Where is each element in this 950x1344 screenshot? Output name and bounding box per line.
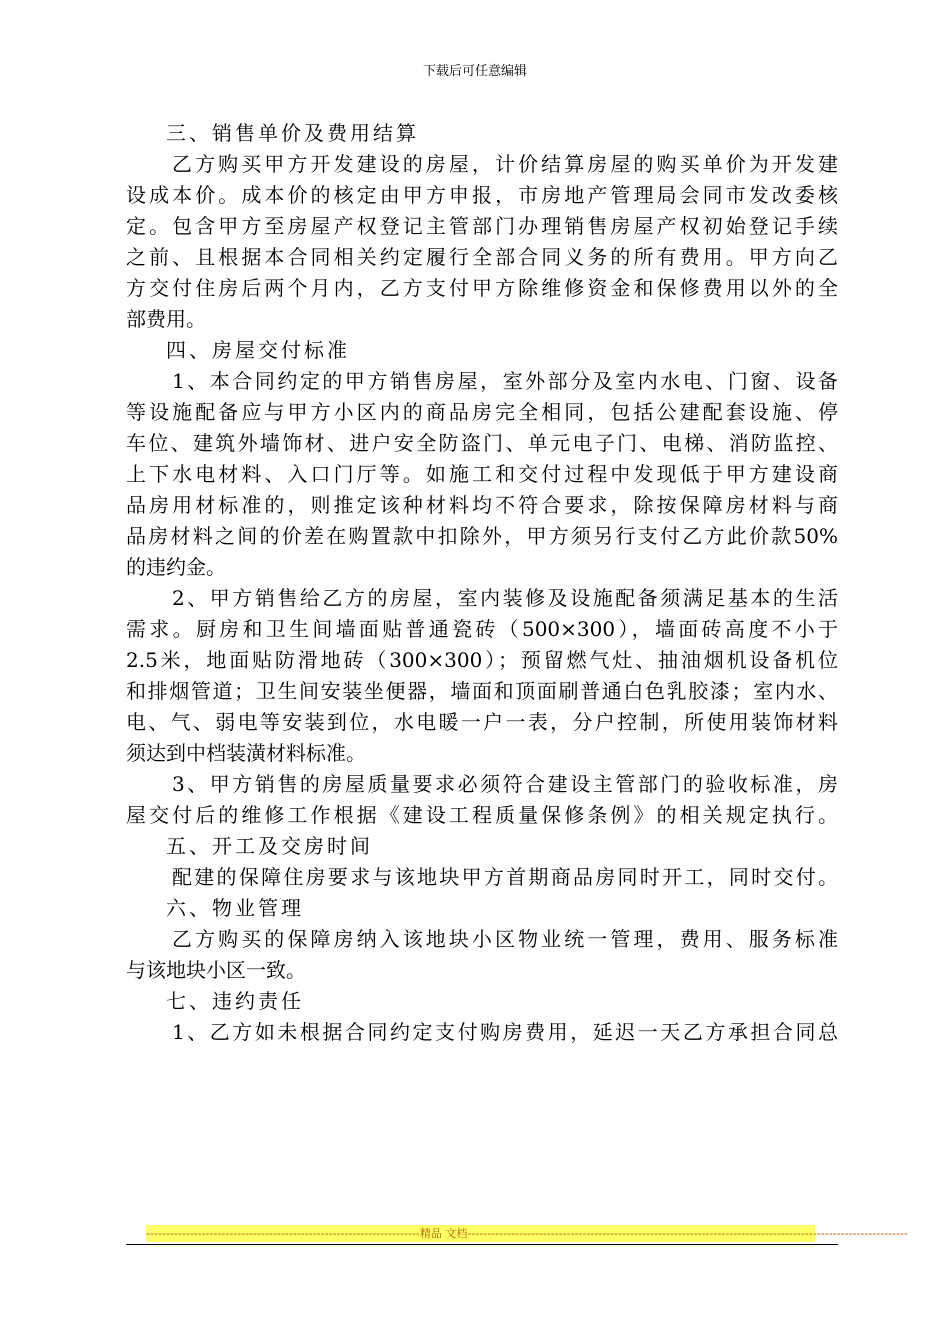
paragraph-line: 1、本合同约定的甲方销售房屋，室外部分及室内水电、门窗、设备 — [172, 369, 838, 393]
paragraph-line: 设成本价。成本价的核定由甲方申报，市房地产管理局会同市发改委核 — [126, 183, 838, 207]
footer-rule — [126, 1244, 838, 1245]
paragraph-line: 方交付住房后两个月内，乙方支付甲方除维修资金和保修费用以外的全 — [126, 276, 838, 300]
paragraph-line: 品房用材标准的，则推定该种材料均不符合要求，除按保障房材料与商 — [126, 493, 838, 517]
footer-dashes-right: --------------------------------------------------------------------------------------------------------------- — [467, 1227, 908, 1240]
section-heading: 四、房屋交付标准 — [166, 338, 350, 362]
paragraph-line: 上下水电材料、入口门厅等。如施工和交付过程中发现低于甲方建设商 — [126, 462, 838, 486]
paragraph-line: 配建的保障住房要求与该地块甲方首期商品房同时开工，同时交付。 — [172, 865, 838, 889]
paragraph-line: 乙方购买甲方开发建设的房屋，计价结算房屋的购买单价为开发建 — [172, 152, 838, 176]
footer-banner — [146, 1225, 908, 1242]
paragraph-line: 部费用。 — [126, 307, 206, 331]
paragraph-line: 之前、且根据本合同相关约定履行全部合同义务的所有费用。甲方向乙 — [126, 245, 838, 269]
paragraph-line: 品房材料之间的价差在购置款中扣除外，甲方须另行支付乙方此价款50% — [126, 524, 838, 548]
paragraph-line: 需求。厨房和卫生间墙面贴普通瓷砖（500×300），墙面砖高度不小于 — [126, 617, 838, 641]
paragraph-line: 1、乙方如未根据合同约定支付购房费用，延迟一天乙方承担合同总 — [172, 1020, 838, 1044]
paragraph-line: 与该地块小区一致。 — [126, 958, 306, 982]
section-heading: 六、物业管理 — [166, 896, 304, 920]
paragraph-line: 的违约金。 — [126, 555, 226, 579]
footer-label: 精品 文档 — [419, 1227, 468, 1240]
paragraph-line: 3、甲方销售的房屋质量要求必须符合建设主管部门的验收标准，房 — [172, 772, 838, 796]
section-heading: 三、销售单价及费用结算 — [166, 121, 419, 145]
paragraph-line: 2.5米，地面贴防滑地砖（300×300）；预留燃气灶、抽油烟机设备机位 — [126, 648, 838, 672]
paragraph-line: 定。包含甲方至房屋产权登记主管部门办理销售房屋产权初始登记手续 — [126, 214, 838, 238]
paragraph-line: 和排烟管道；卫生间安装坐便器，墙面和顶面刷普通白色乳胶漆；室内水、 — [126, 679, 838, 703]
paragraph-line: 屋交付后的维修工作根据《建设工程质量保修条例》的相关规定执行。 — [126, 803, 838, 827]
paragraph-line: 2、甲方销售给乙方的房屋，室内装修及设施配备须满足基本的生活 — [172, 586, 838, 610]
paragraph-line: 等设施配备应与甲方小区内的商品房完全相同，包括公建配套设施、停 — [126, 400, 838, 424]
section-heading: 七、违约责任 — [166, 989, 304, 1013]
paragraph-line: 须达到中档装潢材料标准。 — [126, 741, 366, 765]
paragraph-line: 车位、建筑外墙饰材、进户安全防盗门、单元电子门、电梯、消防监控、 — [126, 431, 838, 455]
document-body — [126, 118, 838, 1048]
page-header: 下载后可任意编辑 — [422, 64, 527, 79]
paragraph-line: 电、气、弱电等安装到位，水电暖一户一表，分户控制，所使用装饰材料 — [126, 710, 838, 734]
section-heading: 五、开工及交房时间 — [166, 834, 373, 858]
paragraph-line: 乙方购买的保障房纳入该地块小区物业统一管理，费用、服务标准 — [172, 927, 838, 951]
footer-dashes-left: --------------------------------------------------------------------- — [146, 1227, 420, 1240]
